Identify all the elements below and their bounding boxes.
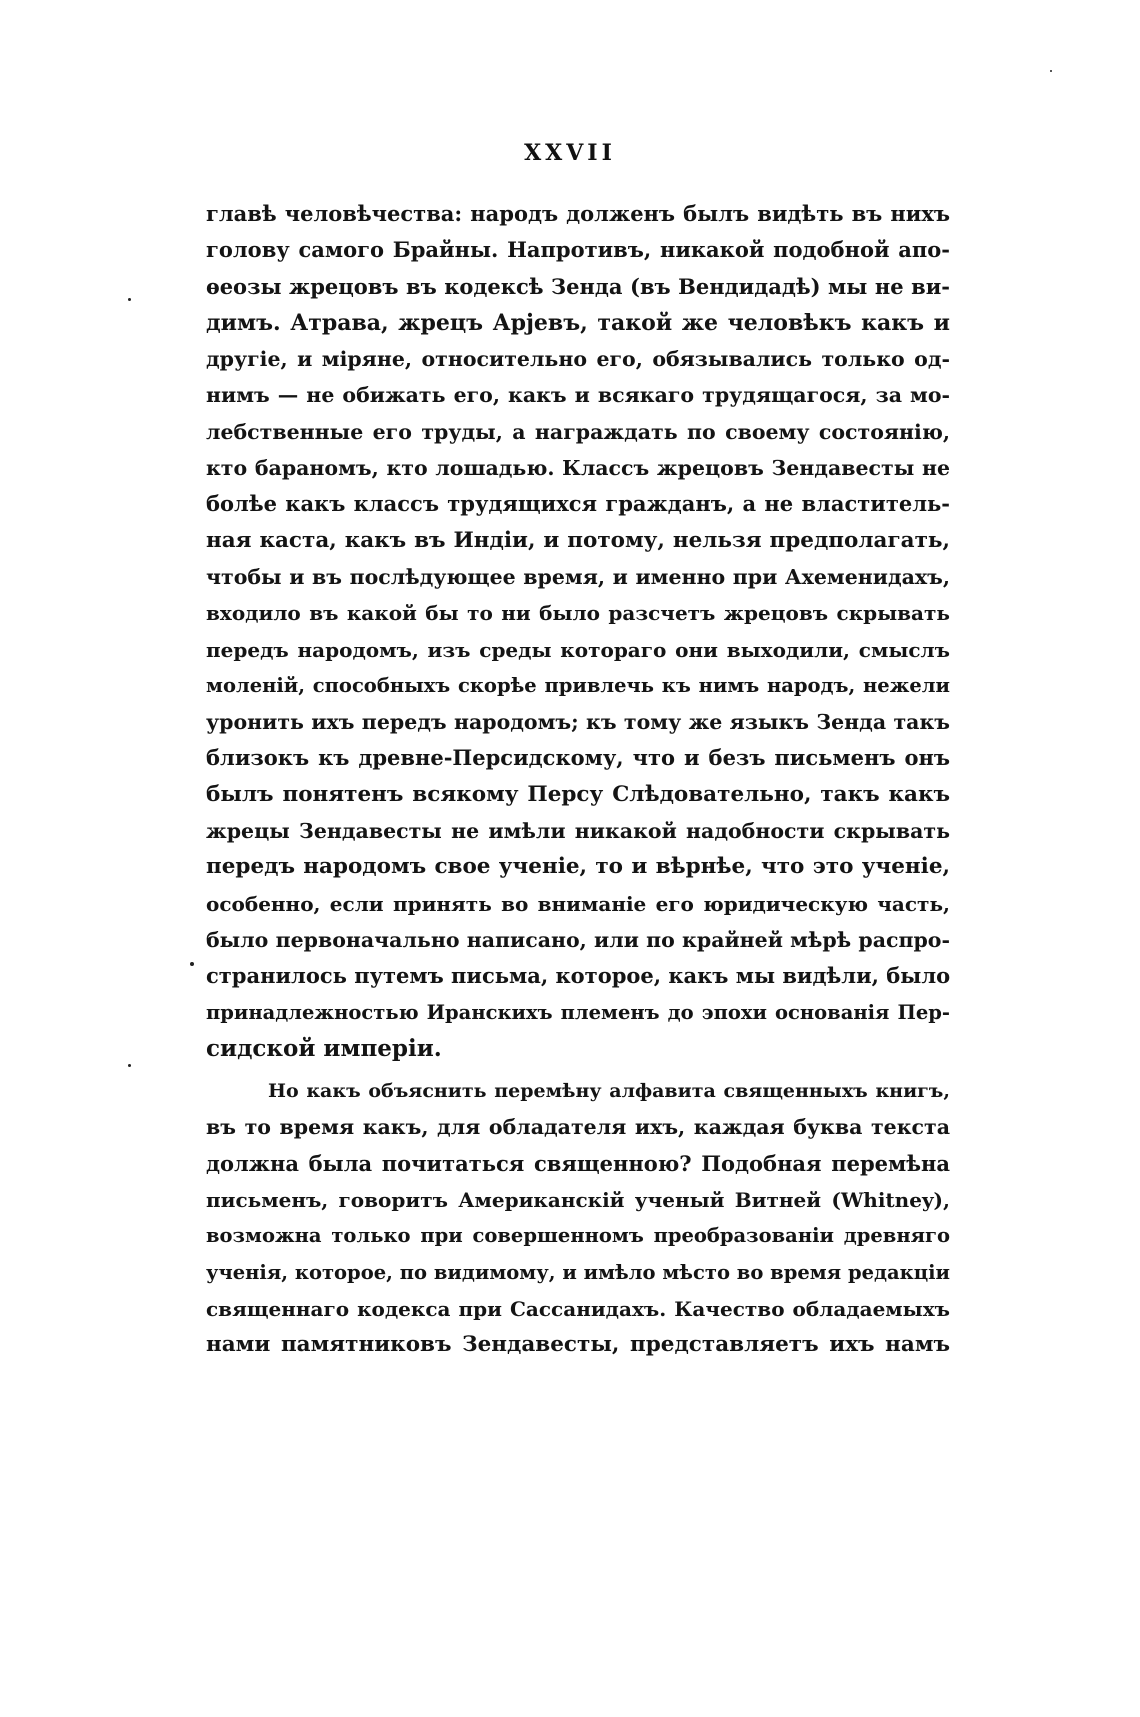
text-line: чтобы и въ послѣдующее время, и именно при Ахеменидахъ, bbox=[206, 564, 950, 589]
text-line: должна была почитаться священною? Подобная перемѣна bbox=[206, 1150, 950, 1176]
text-line: странилось путемъ письма, которое, какъ мы видѣли, было bbox=[206, 963, 951, 989]
text-line: лебственные его труды, а награждать по своему состоянію, bbox=[206, 419, 950, 444]
text-line: возможна только при совершенномъ преобразованіи древняго bbox=[206, 1224, 950, 1248]
scan-speck bbox=[128, 1064, 131, 1067]
text-line: особенно, если принять во вниманіе его юридическую часть, bbox=[206, 891, 950, 916]
text-line: священнаго кодекса при Сассанидахъ. Качество обладаемыхъ bbox=[206, 1296, 950, 1321]
text-line: былъ понятенъ всякому Персу Слѣдовательно, такъ какъ bbox=[206, 781, 950, 807]
text-line: голову самого Брайны. Напротивъ, никакой подобной апо- bbox=[206, 237, 950, 263]
text-line: кто бараномъ, кто лошадью. Классъ жрецовъ Зендавесты не bbox=[206, 456, 950, 481]
scan-speck bbox=[1050, 70, 1052, 72]
text-line: было первоначально написано, или по крайней мѣрѣ распро- bbox=[206, 927, 950, 952]
text-line: димъ. Атрава, жрецъ Арјевъ, такой же человѣкъ какъ и bbox=[206, 309, 950, 336]
paragraph-2 bbox=[206, 1073, 950, 1363]
text-line: передъ народомъ, изъ среды котораго они выходили, смыслъ bbox=[206, 637, 950, 662]
text-line: сидской имперіи. bbox=[206, 1034, 442, 1062]
text-line: ученія, которое, по видимому, и имѣло мѣсто во время редакціи bbox=[206, 1260, 950, 1284]
text-line: уронить ихъ передъ народомъ; къ тому же языкъ Зенда такъ bbox=[206, 710, 950, 735]
text-line: ная каста, какъ въ Индіи, и потому, нельзя предполагать, bbox=[206, 527, 950, 553]
text-line: другіе, и міряне, относительно его, обязывались только од- bbox=[206, 347, 950, 372]
text-line: передъ народомъ свое ученіе, то и вѣрнѣе, что это ученіе, bbox=[206, 854, 950, 880]
text-line: письменъ, говоритъ Американскій ученый Витней (Whitney), bbox=[206, 1188, 950, 1213]
text-line: принадлежностью Иранскихъ племенъ до эпохи основанія Пер- bbox=[206, 1000, 950, 1024]
text-line: ѳеозы жрецовъ въ кодексѣ Зенда (въ Вендидадѣ) мы не ви- bbox=[206, 273, 950, 299]
text-line: болѣе какъ классъ трудящихся гражданъ, а не властитель- bbox=[206, 491, 950, 517]
text-line: жрецы Зендавесты не имѣли никакой надобности скрывать bbox=[206, 819, 950, 844]
text-line: въ то время какъ, для обладателя ихъ, каждая буква текста bbox=[206, 1115, 950, 1140]
text-line: Но какъ объяснить перемѣну алфавита священныхъ книгъ, bbox=[268, 1080, 950, 1103]
text-line: моленій, способныхъ скорѣе привлечь къ нимъ народъ, нежели bbox=[206, 673, 950, 697]
page-number: XXVII bbox=[524, 140, 616, 166]
body-text bbox=[206, 196, 950, 1364]
scan-speck bbox=[190, 962, 194, 966]
paragraph-1 bbox=[206, 196, 950, 1067]
text-line: входило въ какой бы то ни было разсчетъ жрецовъ скрывать bbox=[206, 601, 950, 626]
scan-speck bbox=[128, 298, 131, 301]
text-line: близокъ къ древне-Персидскому, что и безъ письменъ онъ bbox=[206, 745, 950, 771]
text-line: главѣ человѣчества: народъ долженъ былъ видѣть въ нихъ bbox=[206, 201, 950, 226]
text-line: нимъ — не обижать его, какъ и всякаго трудящагося, за мо- bbox=[206, 383, 950, 408]
text-line: нами памятниковъ Зендавесты, представляетъ ихъ намъ bbox=[206, 1332, 950, 1358]
